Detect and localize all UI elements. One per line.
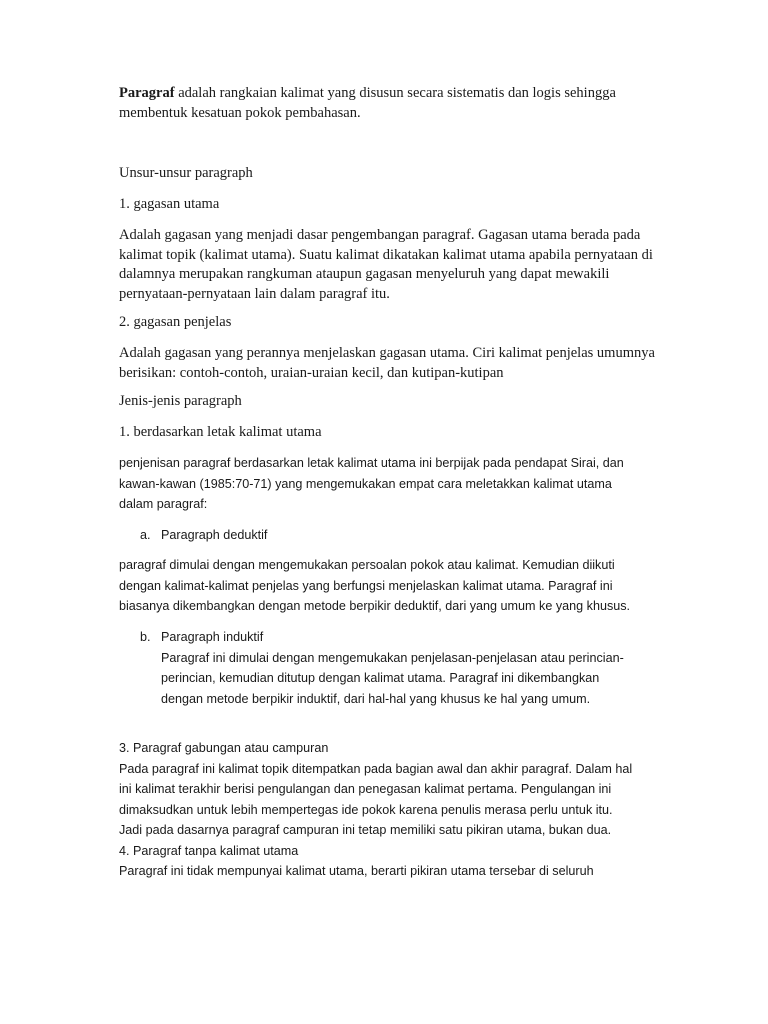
text-line: perincian, kemudian ditutup dengan kalimat utama. Paragraf ini dikembangkan (161, 671, 600, 685)
text-line: Paragraf ini tidak mempunyai kalimat utama, berarti pikiran utama tersebar di seluruh (119, 864, 594, 878)
list-item-b-marker: b. (140, 630, 151, 644)
unsur-item1-body (119, 226, 679, 304)
text-line: dengan kalimat-kalimat penjelas yang berfungsi menjelaskan kalimat utama. Paragraf ini (119, 578, 613, 593)
intro-term: Paragraf (119, 85, 175, 101)
list-item-b-title: Paragraph induktif (161, 630, 264, 644)
text-line: biasanya dikembangkan dengan metode berpikir deduktif, dari yang umum ke yang khusus. (119, 599, 631, 613)
intro-line-1-rest: adalah rangkaian kalimat yang disusun secara sistematis dan logis sehingga (174, 85, 616, 101)
intro-line-1 (119, 84, 679, 104)
list-item-a-title: Paragraph deduktif (161, 528, 268, 542)
jenis-item1-body (119, 453, 679, 515)
jenis-heading: Jenis-jenis paragraph (119, 393, 242, 409)
text-line: dengan metode berpikir induktif, dari hal-hal yang khusus ke hal yang umum. (161, 691, 591, 706)
unsur-heading: Unsur-unsur paragraph (119, 165, 253, 181)
text-line: dalamnya merupakan rangkuman ataupun gagasan menyeluruh yang dapat mewakili (119, 266, 610, 282)
jenis-item4-title: 4. Paragraf tanpa kalimat utama (119, 843, 299, 858)
text-line: dalam paragraf: (119, 497, 208, 511)
jenis-item3-4-block (119, 738, 679, 882)
unsur-item2-body (119, 344, 679, 383)
intro-line-2: membentuk kesatuan pokok pembahasan. (119, 104, 361, 121)
unsur-item2-title: 2. gagasan penjelas (119, 314, 232, 330)
text-line: Jadi pada dasarnya paragraf campuran ini tetap memiliki satu pikiran utama, bukan dua. (119, 823, 612, 837)
text-line: Adalah gagasan yang perannya menjelaskan gagasan utama. Ciri kalimat penjelas umumnya (119, 345, 655, 361)
text-line: kalimat topik (kalimat utama). Suatu kalimat dikatakan kalimat utama apabila pernyataan di (119, 246, 653, 263)
list-item-a-marker: a. (140, 528, 151, 542)
unsur-item1-title: 1. gagasan utama (119, 196, 220, 212)
text-line: dimaksudkan untuk lebih mempertegas ide pokok karena penulis merasa perlu untuk itu. (119, 802, 613, 817)
jenis-item1-title: 1. berdasarkan letak kalimat utama (119, 424, 322, 440)
text-line: Paragraf ini dimulai dengan mengemukakan penjelasan-penjelasan atau perincian- (161, 650, 624, 665)
text-line: Adalah gagasan yang menjadi dasar pengembangan paragraf. Gagasan utama berada pada (119, 227, 641, 243)
text-line: berisikan: contoh-contoh, uraian-uraian kecil, dan kutipan-kutipan (119, 364, 504, 381)
text-line: paragraf dimulai dengan mengemukakan persoalan pokok atau kalimat. Kemudian diikuti (119, 558, 615, 572)
text-line: pernyataan-pernyataan lain dalam paragraf itu. (119, 285, 390, 302)
jenis-item3-title: 3. Paragraf gabungan atau campuran (119, 741, 329, 755)
text-line: ini kalimat terakhir berisi pengulangan dan penegasan kalimat pertama. Pengulangan ini (119, 782, 612, 796)
intro-paragraph (119, 84, 679, 123)
list-item-b-content (161, 627, 721, 709)
list-item-a-body (119, 555, 679, 617)
text-line: kawan-kawan (1985:70-71) yang mengemukakan empat cara meletakkan kalimat utama (119, 476, 612, 491)
text-line: Pada paragraf ini kalimat topik ditempatkan pada bagian awal dan akhir paragraf. Dalam hal (119, 761, 633, 776)
text-line: penjenisan paragraf berdasarkan letak kalimat utama ini berpijak pada pendapat Sirai, dan (119, 456, 624, 470)
